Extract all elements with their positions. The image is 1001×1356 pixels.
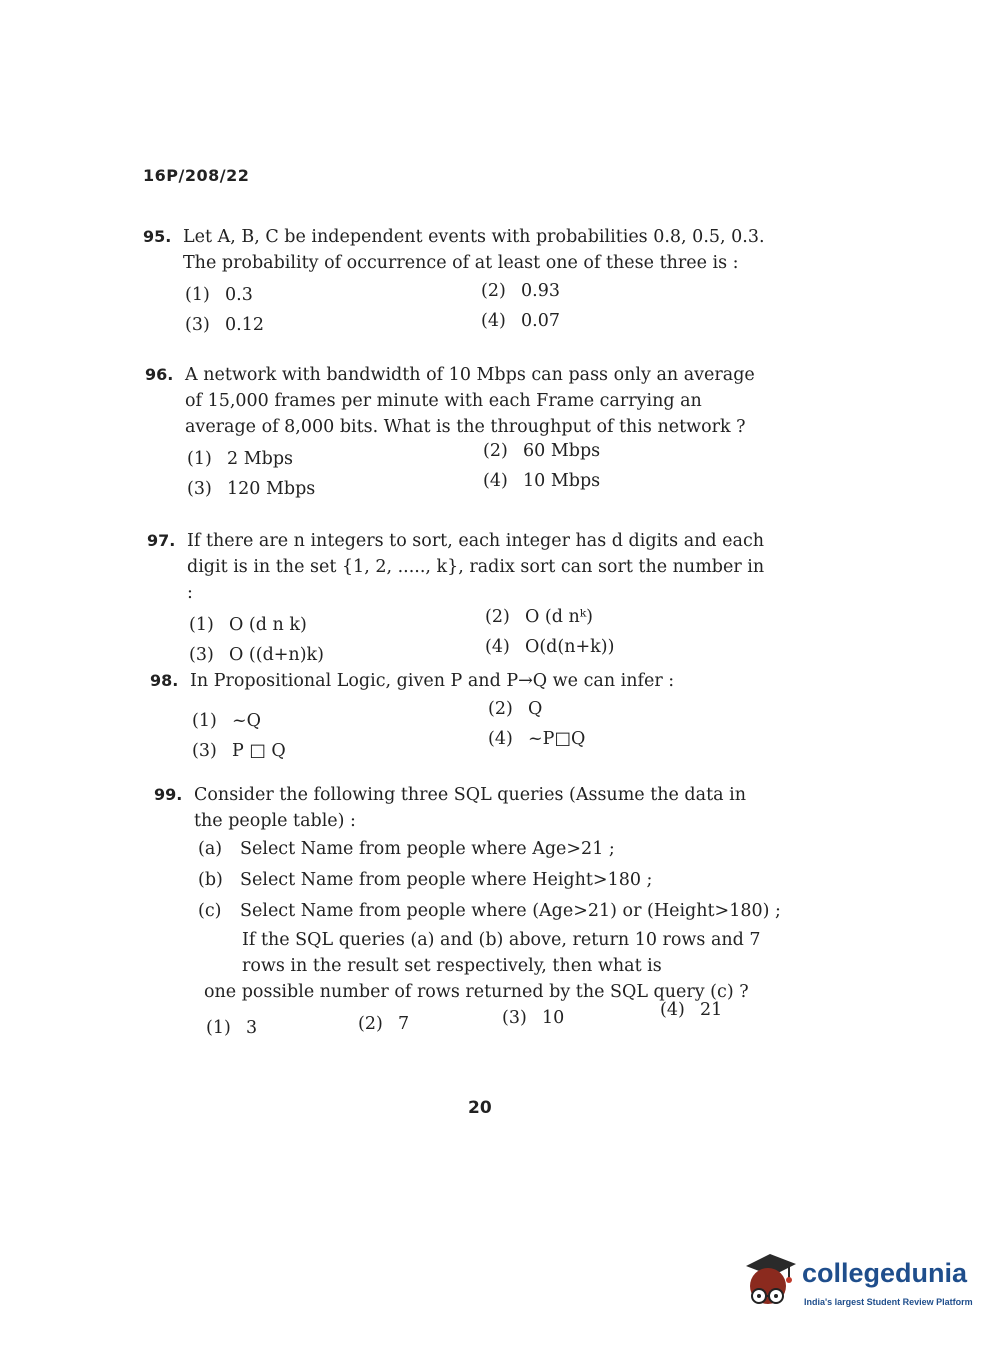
options bbox=[202, 1000, 784, 1043]
query-a: (a) Select Name from people where Age>21 ; bbox=[198, 839, 615, 859]
option-3: (3) 10 bbox=[502, 1008, 565, 1028]
option-4: (4) 21 bbox=[660, 1000, 723, 1020]
options bbox=[183, 282, 768, 344]
question-number: 97. bbox=[147, 531, 176, 550]
option-1: (1) 2 Mbps bbox=[187, 449, 294, 469]
options bbox=[190, 700, 775, 762]
question-continuation: If the SQL queries (a) and (b) above, return 10 rows and 7 rows in the result set respectively, then what is bbox=[242, 930, 761, 976]
option-1: (1) ~Q bbox=[192, 711, 262, 731]
mascot-logo-icon bbox=[740, 1252, 800, 1314]
question-95 bbox=[143, 224, 768, 344]
option-2: (2) O (d nᵏ) bbox=[485, 607, 593, 627]
option-3: (3) P □ Q bbox=[192, 741, 286, 761]
option-2: (2) 0.93 bbox=[481, 281, 560, 301]
collegedunia-watermark bbox=[740, 1252, 975, 1322]
paper-code: 16P/208/22 bbox=[143, 166, 250, 185]
option-2: (2) 7 bbox=[358, 1014, 410, 1034]
question-stem: A network with bandwidth of 10 Mbps can pass only an average of 15,000 frames per minute with each Frame carrying an average of 8,000 bits. What is the throughput of this network ? bbox=[185, 365, 755, 437]
question-number: 96. bbox=[145, 365, 174, 384]
option-4: (4) 0.07 bbox=[481, 311, 560, 331]
query-b: (b) Select Name from people where Height>180 ; bbox=[198, 870, 653, 890]
page-number: 20 bbox=[468, 1098, 492, 1118]
brand-name: collegedunia bbox=[802, 1258, 968, 1288]
option-1: (1) 0.3 bbox=[185, 285, 253, 305]
query-c: (c) Select Name from people where (Age>21) or (Height>180) ; bbox=[198, 901, 781, 921]
option-1: (1) 3 bbox=[206, 1018, 258, 1038]
option-4: (4) 10 Mbps bbox=[483, 471, 601, 491]
question-stem: In Propositional Logic, given P and P→Q we can infer : bbox=[190, 671, 675, 691]
question-97 bbox=[147, 528, 772, 674]
option-4: (4) ~P□Q bbox=[488, 729, 586, 749]
question-96 bbox=[145, 362, 770, 508]
option-3: (3) O ((d+n)k) bbox=[189, 645, 324, 665]
options bbox=[185, 441, 770, 508]
question-tail: one possible number of rows returned by the SQL query (c) ? bbox=[204, 982, 749, 1002]
question-stem: Consider the following three SQL queries (Assume the data in the people table) : bbox=[194, 785, 746, 831]
question-stem: If there are n integers to sort, each integer has d digits and each digit is in the set {1, 2, ....., k}, radix sort can sort the number in : bbox=[187, 531, 765, 603]
options bbox=[187, 607, 772, 674]
question-99 bbox=[154, 782, 784, 1043]
question-number: 98. bbox=[150, 671, 179, 690]
option-1: (1) O (d n k) bbox=[189, 615, 307, 635]
question-number: 95. bbox=[143, 227, 172, 246]
option-4: (4) O(d(n+k)) bbox=[485, 637, 615, 657]
option-3: (3) 120 Mbps bbox=[187, 479, 316, 499]
option-3: (3) 0.12 bbox=[185, 315, 264, 335]
option-2: (2) Q bbox=[488, 699, 543, 719]
question-number: 99. bbox=[154, 785, 183, 804]
option-2: (2) 60 Mbps bbox=[483, 441, 601, 461]
question-98 bbox=[150, 668, 775, 762]
question-stem: Let A, B, C be independent events with probabilities 0.8, 0.5, 0.3. The probability of occurrence of at least one of these three is : bbox=[183, 227, 765, 273]
brand-tagline: India's largest Student Review Platform bbox=[804, 1297, 973, 1307]
